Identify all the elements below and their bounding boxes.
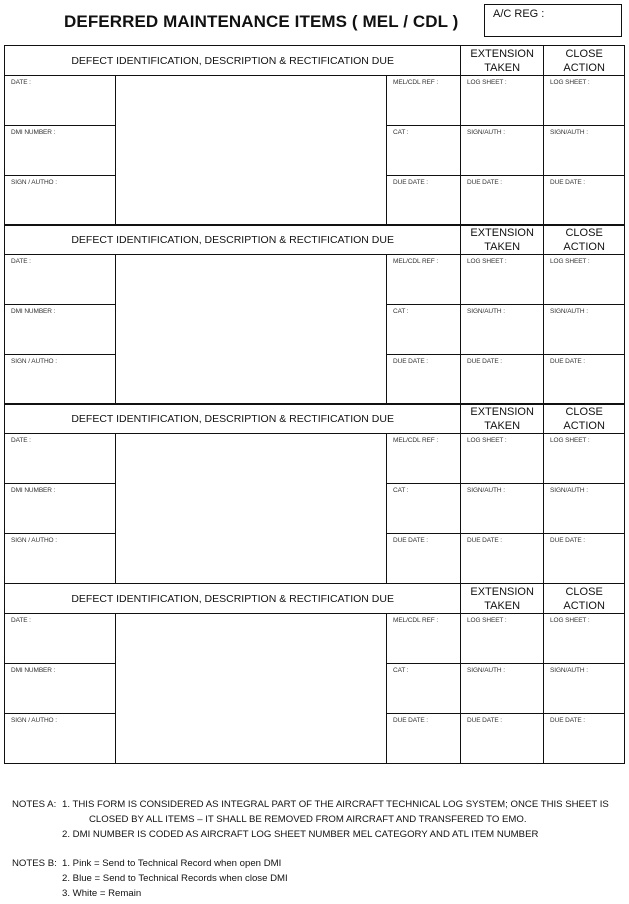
- ext-sign-auth-field[interactable]: [460, 125, 544, 176]
- extension-header-line1: EXTENSION: [470, 585, 534, 598]
- ext-due-date-field-label: DUE DATE :: [467, 358, 502, 365]
- close-header-line2: ACTION: [563, 240, 605, 253]
- ext-log-sheet-field-label: LOG SHEET :: [467, 437, 507, 444]
- close-due-date-field[interactable]: [543, 713, 625, 764]
- close-due-date-field-label: DUE DATE :: [550, 179, 585, 186]
- ext-due-date-field-label: DUE DATE :: [467, 179, 502, 186]
- date-field-label: DATE :: [11, 258, 31, 265]
- close-log-sheet-field[interactable]: [543, 613, 625, 664]
- dmi-number-field[interactable]: [4, 304, 116, 355]
- due-date-field[interactable]: [386, 533, 461, 584]
- date-field[interactable]: [4, 75, 116, 126]
- defect-header: [4, 224, 461, 255]
- close-header: [543, 403, 625, 434]
- due-date-field[interactable]: [386, 175, 461, 226]
- ext-sign-auth-field[interactable]: [460, 483, 544, 534]
- close-due-date-field[interactable]: [543, 533, 625, 584]
- extension-header-line2: TAKEN: [484, 419, 521, 432]
- sign-autho-field-label: SIGN / AUTHO :: [11, 179, 57, 186]
- form-title: DEFERRED MAINTENANCE ITEMS ( MEL / CDL ): [64, 12, 459, 31]
- ext-log-sheet-field[interactable]: [460, 433, 544, 484]
- cat-field[interactable]: [386, 483, 461, 534]
- close-header: [543, 224, 625, 255]
- close-header-line2: ACTION: [563, 599, 605, 612]
- close-due-date-field[interactable]: [543, 175, 625, 226]
- defect-description-field[interactable]: [115, 433, 387, 584]
- mel-cdl-ref-field[interactable]: [386, 75, 461, 126]
- deferred-item-section: [4, 45, 624, 225]
- sign-autho-field[interactable]: [4, 533, 116, 584]
- dmi-number-field-label: DMI NUMBER :: [11, 667, 56, 674]
- defect-header-label: DEFECT IDENTIFICATION, DESCRIPTION & RECTIFICATION DUE: [71, 592, 394, 605]
- close-sign-auth-field[interactable]: [543, 304, 625, 355]
- close-log-sheet-field-label: LOG SHEET :: [550, 437, 590, 444]
- extension-header: [460, 403, 544, 434]
- defect-header-label: DEFECT IDENTIFICATION, DESCRIPTION & RECTIFICATION DUE: [71, 54, 394, 67]
- extension-header-line2: TAKEN: [484, 61, 521, 74]
- close-sign-auth-field-label: SIGN/AUTH :: [550, 667, 588, 674]
- ext-due-date-field[interactable]: [460, 175, 544, 226]
- defect-header: [4, 403, 461, 434]
- close-header-line2: ACTION: [563, 61, 605, 74]
- ext-log-sheet-field-label: LOG SHEET :: [467, 617, 507, 624]
- close-header-line1: CLOSE: [565, 47, 603, 60]
- notes-b-item-2: 2. Blue = Send to Technical Records when close DMI: [62, 873, 288, 884]
- ac-reg-field[interactable]: [484, 4, 622, 37]
- close-log-sheet-field-label: LOG SHEET :: [550, 258, 590, 265]
- due-date-field-label: DUE DATE :: [393, 717, 428, 724]
- cat-field[interactable]: [386, 125, 461, 176]
- ext-log-sheet-field-label: LOG SHEET :: [467, 79, 507, 86]
- notes-b-label: NOTES B:: [12, 858, 57, 869]
- dmi-number-field[interactable]: [4, 483, 116, 534]
- close-log-sheet-field[interactable]: [543, 433, 625, 484]
- sign-autho-field[interactable]: [4, 713, 116, 764]
- defect-header: [4, 45, 461, 76]
- cat-field[interactable]: [386, 304, 461, 355]
- ext-log-sheet-field-label: LOG SHEET :: [467, 258, 507, 265]
- ext-sign-auth-field-label: SIGN/AUTH :: [467, 308, 505, 315]
- close-sign-auth-field[interactable]: [543, 483, 625, 534]
- notes-a-item-2: 2. DMI NUMBER IS CODED AS AIRCRAFT LOG SHEET NUMBER MEL CATEGORY AND ATL ITEM NUMBER: [62, 829, 539, 840]
- ext-sign-auth-field-label: SIGN/AUTH :: [467, 667, 505, 674]
- date-field[interactable]: [4, 613, 116, 664]
- notes-a-item-1-cont: CLOSED BY ALL ITEMS – IT SHALL BE REMOVED FROM AIRCRAFT AND TRANSFERED TO EMO.: [89, 814, 527, 825]
- date-field[interactable]: [4, 433, 116, 484]
- deferred-item-section: [4, 403, 624, 583]
- mel-cdl-ref-field[interactable]: [386, 433, 461, 484]
- ext-sign-auth-field-label: SIGN/AUTH :: [467, 129, 505, 136]
- ext-log-sheet-field[interactable]: [460, 75, 544, 126]
- dmi-number-field-label: DMI NUMBER :: [11, 129, 56, 136]
- extension-header-line1: EXTENSION: [470, 405, 534, 418]
- mel-cdl-ref-field-label: MEL/CDL REF :: [393, 79, 439, 86]
- ext-sign-auth-field[interactable]: [460, 663, 544, 714]
- sign-autho-field[interactable]: [4, 354, 116, 405]
- ext-due-date-field-label: DUE DATE :: [467, 537, 502, 544]
- defect-header: [4, 583, 461, 614]
- dmi-number-field[interactable]: [4, 663, 116, 714]
- mel-cdl-ref-field[interactable]: [386, 613, 461, 664]
- cat-field-label: CAT :: [393, 667, 409, 674]
- notes-b: [12, 856, 288, 901]
- sign-autho-field-label: SIGN / AUTHO :: [11, 717, 57, 724]
- ext-due-date-field[interactable]: [460, 354, 544, 405]
- ext-sign-auth-field[interactable]: [460, 304, 544, 355]
- close-header-line2: ACTION: [563, 419, 605, 432]
- close-log-sheet-field[interactable]: [543, 75, 625, 126]
- close-due-date-field-label: DUE DATE :: [550, 537, 585, 544]
- deferred-item-section: [4, 583, 624, 763]
- mel-cdl-ref-field-label: MEL/CDL REF :: [393, 617, 439, 624]
- ext-log-sheet-field[interactable]: [460, 613, 544, 664]
- defect-description-field[interactable]: [115, 75, 387, 226]
- cat-field[interactable]: [386, 663, 461, 714]
- close-header: [543, 583, 625, 614]
- cat-field-label: CAT :: [393, 487, 409, 494]
- date-field-label: DATE :: [11, 437, 31, 444]
- ext-due-date-field-label: DUE DATE :: [467, 717, 502, 724]
- close-header-line1: CLOSE: [565, 226, 603, 239]
- extension-header-line1: EXTENSION: [470, 226, 534, 239]
- due-date-field-label: DUE DATE :: [393, 179, 428, 186]
- due-date-field[interactable]: [386, 354, 461, 405]
- notes-a: [12, 797, 609, 842]
- close-due-date-field[interactable]: [543, 354, 625, 405]
- mel-cdl-ref-field[interactable]: [386, 254, 461, 305]
- close-sign-auth-field-label: SIGN/AUTH :: [550, 308, 588, 315]
- sign-autho-field-label: SIGN / AUTHO :: [11, 358, 57, 365]
- extension-header: [460, 224, 544, 255]
- ext-log-sheet-field[interactable]: [460, 254, 544, 305]
- close-sign-auth-field[interactable]: [543, 125, 625, 176]
- close-due-date-field-label: DUE DATE :: [550, 717, 585, 724]
- extension-header: [460, 45, 544, 76]
- mel-cdl-ref-field-label: MEL/CDL REF :: [393, 437, 439, 444]
- mel-cdl-ref-field-label: MEL/CDL REF :: [393, 258, 439, 265]
- sign-autho-field[interactable]: [4, 175, 116, 226]
- notes-a-label: NOTES A:: [12, 799, 57, 810]
- close-header: [543, 45, 625, 76]
- extension-header-line2: TAKEN: [484, 599, 521, 612]
- close-log-sheet-field-label: LOG SHEET :: [550, 79, 590, 86]
- sign-autho-field-label: SIGN / AUTHO :: [11, 537, 57, 544]
- close-sign-auth-field-label: SIGN/AUTH :: [550, 129, 588, 136]
- ac-reg-label: A/C REG :: [493, 8, 545, 20]
- date-field[interactable]: [4, 254, 116, 305]
- due-date-field[interactable]: [386, 713, 461, 764]
- ext-sign-auth-field-label: SIGN/AUTH :: [467, 487, 505, 494]
- close-due-date-field-label: DUE DATE :: [550, 358, 585, 365]
- dmi-number-field-label: DMI NUMBER :: [11, 487, 56, 494]
- close-header-line1: CLOSE: [565, 405, 603, 418]
- close-log-sheet-field-label: LOG SHEET :: [550, 617, 590, 624]
- cat-field-label: CAT :: [393, 308, 409, 315]
- extension-header-line2: TAKEN: [484, 240, 521, 253]
- dmi-number-field-label: DMI NUMBER :: [11, 308, 56, 315]
- ext-due-date-field[interactable]: [460, 713, 544, 764]
- due-date-field-label: DUE DATE :: [393, 537, 428, 544]
- notes-a-item-1: 1. THIS FORM IS CONSIDERED AS INTEGRAL PART OF THE AIRCRAFT TECHNICAL LOG SYSTEM; ONCE THIS SHEET IS: [62, 799, 609, 810]
- close-sign-auth-field-label: SIGN/AUTH :: [550, 487, 588, 494]
- extension-header-line1: EXTENSION: [470, 47, 534, 60]
- cat-field-label: CAT :: [393, 129, 409, 136]
- defect-header-label: DEFECT IDENTIFICATION, DESCRIPTION & RECTIFICATION DUE: [71, 233, 394, 246]
- deferred-item-section: [4, 224, 624, 404]
- defect-description-field[interactable]: [115, 613, 387, 764]
- defect-description-field[interactable]: [115, 254, 387, 405]
- notes-b-item-1: 1. Pink = Send to Technical Record when open DMI: [62, 858, 282, 869]
- close-header-line1: CLOSE: [565, 585, 603, 598]
- ext-due-date-field[interactable]: [460, 533, 544, 584]
- date-field-label: DATE :: [11, 79, 31, 86]
- notes-b-item-3: 3. White = Remain: [62, 888, 142, 899]
- date-field-label: DATE :: [11, 617, 31, 624]
- dmi-number-field[interactable]: [4, 125, 116, 176]
- due-date-field-label: DUE DATE :: [393, 358, 428, 365]
- defect-header-label: DEFECT IDENTIFICATION, DESCRIPTION & RECTIFICATION DUE: [71, 412, 394, 425]
- close-log-sheet-field[interactable]: [543, 254, 625, 305]
- extension-header: [460, 583, 544, 614]
- close-sign-auth-field[interactable]: [543, 663, 625, 714]
